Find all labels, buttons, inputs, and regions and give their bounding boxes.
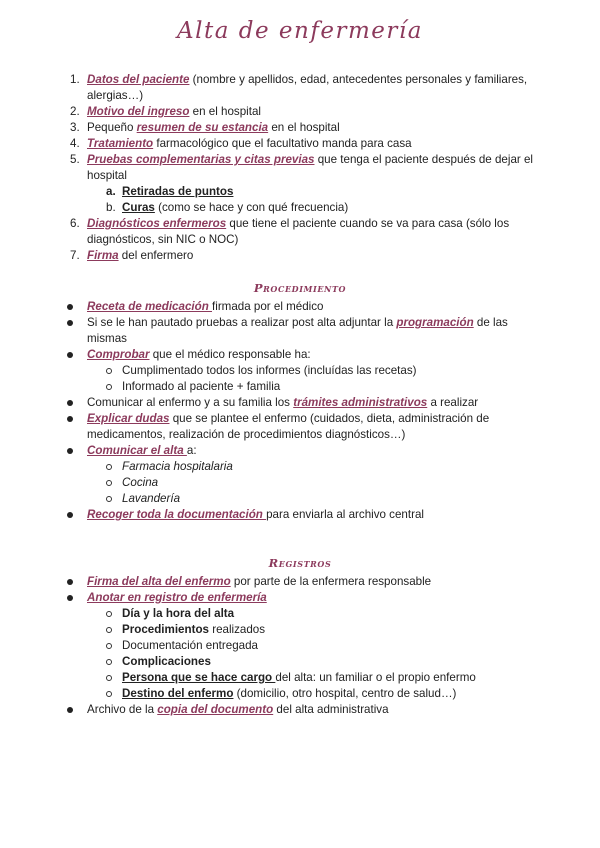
list-item: Tratamiento farmacológico que el facultativo manda para casa — [87, 137, 412, 150]
bullet-icon — [67, 400, 73, 406]
list-item: Datos del paciente (nombre y apellidos, edad, antecedentes personales y familiares, — [87, 73, 528, 86]
section-heading-procedimiento: Procedimiento — [253, 281, 347, 295]
sublist-item: Persona que se hace cargo del alta: un familiar o el propio enfermo — [122, 671, 476, 684]
sublist-item: Procedimientos realizados — [122, 623, 266, 636]
keyword: Firma — [87, 249, 119, 262]
sublist-item: Cumplimentado todos los informes (incluídas las recetas) — [122, 364, 417, 377]
circle-bullet-icon — [106, 659, 112, 665]
circle-bullet-icon — [106, 368, 112, 374]
circle-bullet-icon — [106, 464, 112, 470]
list-number: 5. — [70, 153, 80, 166]
list-item: Archivo de la copia del documento del alta administrativa — [87, 703, 389, 716]
circle-bullet-icon — [106, 691, 112, 697]
list-item: Anotar en registro de enfermería — [87, 591, 267, 604]
list-item: Motivo del ingreso en el hospital — [87, 105, 261, 118]
list-item: Diagnósticos enfermeros que tiene el paciente cuando se va para casa (sólo los — [87, 217, 510, 230]
list-item-continuation: alergias…) — [87, 89, 144, 102]
bullet-icon — [67, 304, 73, 310]
sublist-item: Complicaciones — [122, 655, 211, 668]
list-item: Comprobar que el médico responsable ha: — [87, 348, 311, 361]
sublist-letter: a. — [106, 185, 116, 198]
sublist-item: Informado al paciente + familia — [122, 380, 281, 393]
sublist-item: Destino del enfermo (domicilio, otro hospital, centro de salud…) — [122, 687, 457, 700]
sublist-letter: b. — [106, 201, 116, 214]
circle-bullet-icon — [106, 643, 112, 649]
sublist-item: Farmacia hospitalaria — [122, 460, 233, 473]
sublist-item: Retiradas de puntos — [122, 185, 234, 198]
sublist-item: Curas (como se hace y con qué frecuencia) — [122, 201, 349, 214]
bullet-icon — [67, 595, 73, 601]
list-item: Comunicar el alta a: — [87, 444, 197, 457]
circle-bullet-icon — [106, 627, 112, 633]
bullet-icon — [67, 448, 73, 454]
sublist-item: Cocina — [122, 476, 159, 489]
section-heading-registros: Registros — [268, 556, 332, 570]
circle-bullet-icon — [106, 480, 112, 486]
list-item: Firma del enfermero — [87, 249, 194, 262]
circle-bullet-icon — [106, 611, 112, 617]
keyword: Tratamiento — [87, 137, 154, 150]
sublist-item: Lavandería — [122, 492, 181, 505]
circle-bullet-icon — [106, 496, 112, 502]
list-number: 4. — [70, 137, 80, 150]
bullet-icon — [67, 416, 73, 422]
keyword: Motivo del ingreso — [87, 105, 190, 118]
list-number: 1. — [70, 73, 80, 86]
list-item: Firma del alta del enfermo por parte de la enfermera responsable — [87, 575, 432, 588]
list-number: 6. — [70, 217, 80, 230]
sublist-item: Día y la hora del alta — [122, 607, 235, 620]
list-number: 3. — [70, 121, 80, 134]
keyword: resumen de su estancia — [136, 121, 269, 134]
list-item: Receta de medicación firmada por el médico — [87, 300, 324, 313]
keyword: Diagnósticos enfermeros — [87, 217, 227, 230]
list-number: 7. — [70, 249, 80, 262]
list-item-continuation: medicamentos, realización de procedimientos diagnósticos…) — [87, 428, 406, 441]
bullet-icon — [67, 707, 73, 713]
circle-bullet-icon — [106, 675, 112, 681]
list-number: 2. — [70, 105, 80, 118]
bullet-icon — [67, 320, 73, 326]
list-item: Comunicar al enfermo y a su familia los trámites administrativos a realizar — [87, 396, 479, 409]
list-item: Explicar dudas que se plantee el enfermo (cuidados, dieta, administración de — [87, 412, 490, 425]
bullet-icon — [67, 512, 73, 518]
keyword: Datos del paciente — [87, 73, 190, 86]
page-title: Alta de enfermería — [177, 18, 423, 44]
list-item-continuation: diagnósticos, sin NIC o NOC) — [87, 233, 239, 246]
list-item: Pruebas complementarias y citas previas que tenga el paciente después de dejar el — [87, 153, 533, 166]
list-item: Si se le han pautado pruebas a realizar post alta adjuntar la programación de las — [87, 316, 508, 329]
bullet-icon — [67, 579, 73, 585]
list-item: Recoger toda la documentación para enviarla al archivo central — [87, 508, 424, 521]
list-item-continuation: hospital — [87, 169, 127, 182]
sublist-item: Documentación entregada — [122, 639, 258, 652]
keyword: Pruebas complementarias y citas previas — [87, 153, 315, 166]
bullet-icon — [67, 352, 73, 358]
circle-bullet-icon — [106, 384, 112, 390]
list-item: Pequeño resumen de su estancia en el hospital — [87, 121, 340, 134]
list-item-continuation: mismas — [87, 332, 127, 345]
